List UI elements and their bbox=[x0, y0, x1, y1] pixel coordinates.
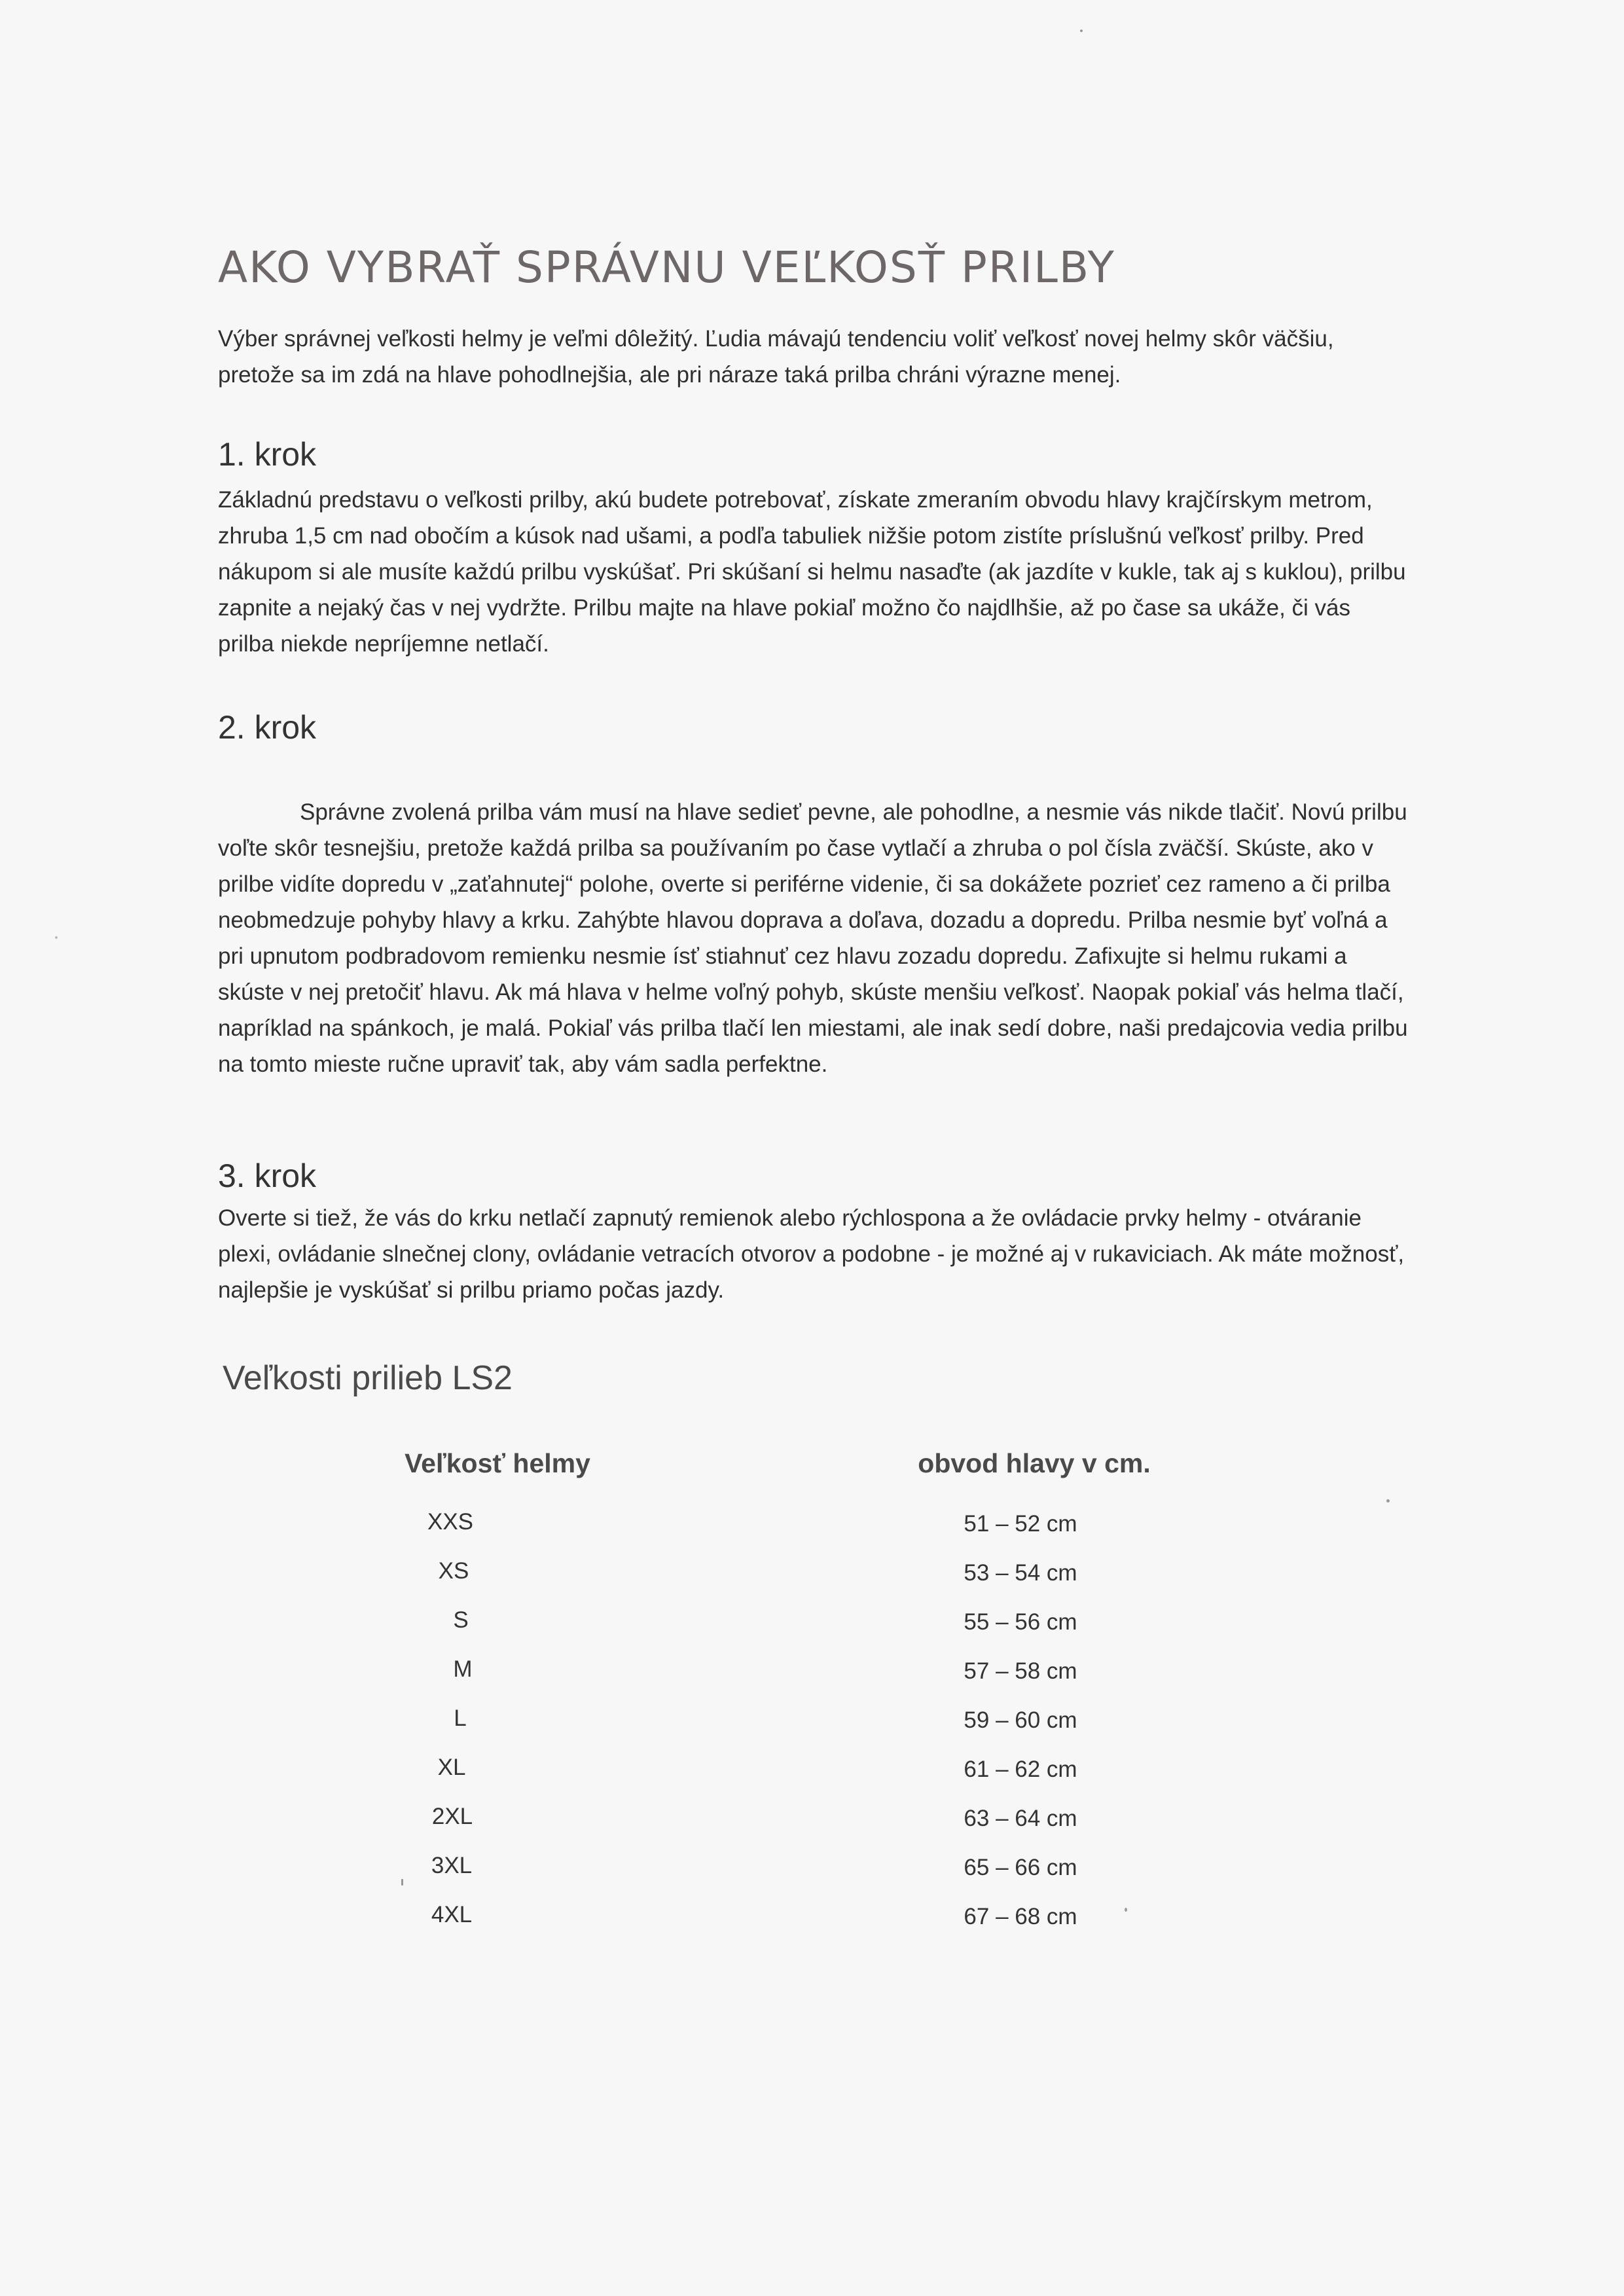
circumference-cell: 53 – 54 cm bbox=[964, 1560, 1077, 1586]
intro-paragraph: Výber správnej veľkosti helmy je veľmi dôležitý. Ľudia mávajú tendenciu voliť veľkosť novej helmy skôr väčšiu, pretože sa im zdá na hlave pohodlnejšia, ale pri náraze taká prilba chráni výrazne menej. bbox=[218, 326, 1334, 388]
circumference-cell: 51 – 52 cm bbox=[964, 1511, 1077, 1537]
scan-speck bbox=[1386, 1499, 1390, 1503]
size-cell: XXS bbox=[427, 1509, 474, 1535]
circumference-cell: 55 – 56 cm bbox=[964, 1609, 1077, 1635]
circumference-cell: 63 – 64 cm bbox=[964, 1806, 1077, 1831]
circumference-cell: 61 – 62 cm bbox=[964, 1757, 1077, 1782]
sizes-heading: Veľkosti prilieb LS2 bbox=[223, 1359, 513, 1397]
size-cell: 3XL bbox=[431, 1853, 473, 1878]
circumference-cell: 57 – 58 cm bbox=[964, 1658, 1077, 1684]
step-3-text: Overte si tiež, že vás do krku netlačí zapnutý remienok alebo rýchlospona a že ovládacie prvky helmy - otváranie plexi, ovládanie slnečnej clony, ovládanie vetracích otvorov a podobne - je možné aj v rukaviciach. Ak máte možnosť, najlepšie je vyskúšať si prilbu priamo počas jazdy. bbox=[218, 1205, 1405, 1303]
scan-speck bbox=[1080, 29, 1083, 32]
step-3-heading: 3. krok bbox=[218, 1157, 317, 1194]
size-column-header: Veľkosť helmy bbox=[405, 1448, 590, 1478]
step-2-heading: 2. krok bbox=[218, 709, 317, 746]
size-cell: XL bbox=[437, 1755, 466, 1780]
circumference-column-header: obvod hlavy v cm. bbox=[918, 1448, 1151, 1478]
scan-speck bbox=[1125, 1908, 1127, 1912]
scan-speck bbox=[401, 1879, 403, 1886]
step-2-text: Správne zvolená prilba vám musí na hlave sedieť pevne, ale pohodlne, a nesmie vás nikde tlačiť. Novú prilbu voľte skôr tesnejšiu, pretože každá prilba sa používaním po čase vytlačí a zhruba o pol čísla zväčší. Skúste, ako v prilbe vidíte dopredu v „zaťahnutej“ polohe, overte si periférne videnie, či sa dokážete pozrieť cez rameno a či prilba neobmedzuje pohyby hlavy a krku. Zahýbte hlavou doprava a doľava, dozadu a dopredu. Prilba nesmie byť voľná a pri upnutom podbradovom remienku nesmie ísť stiahnuť cez hlavu zozadu dopredu. Zafixujte si helmu rukami a skúste v nej pretočiť hlavu. Ak má hlava v helme voľný pohyb, skúste menšiu veľkosť. Naopak pokiaľ vás helma tlačí, napríklad na spánkoch, je malá. Pokiaľ vás prilba tlačí len miestami, ale inak sedí dobre, naši predajcovia vedia prilbu na tomto mieste ručne upraviť tak, aby vám sadla perfektne. bbox=[218, 799, 1408, 1077]
circumference-cell: 65 – 66 cm bbox=[964, 1855, 1077, 1880]
page-title: AKO VYBRAŤ SPRÁVNU VEĽKOSŤ PRILBY bbox=[218, 242, 1115, 293]
size-cell: L bbox=[454, 1705, 467, 1731]
size-cell: 4XL bbox=[431, 1902, 473, 1927]
step-1-heading: 1. krok bbox=[218, 436, 317, 473]
scan-speck bbox=[55, 936, 58, 939]
size-cell: S bbox=[453, 1607, 469, 1633]
size-cell: XS bbox=[438, 1558, 469, 1584]
step-1-text: Základnú predstavu o veľkosti prilby, akú budete potrebovať, získate zmeraním obvodu hlavy krajčírskym metrom, zhruba 1,5 cm nad obočím a kúsok nad ušami, a podľa tabuliek nižšie potom zistíte príslušnú veľkosť prilby. Pred nákupom si ale musíte každú prilbu vyskúšať. Pri skúšaní si helmu nasaďte (ak jazdíte v kukle, tak aj s kuklou), prilbu zapnite a nejaký čas v nej vydržte. Prilbu majte na hlave pokiaľ možno čo najdlhšie, až po čase sa ukáže, či vás prilba niekde nepríjemne netlačí. bbox=[218, 487, 1406, 657]
size-cell: 2XL bbox=[431, 1804, 473, 1829]
circumference-cell: 67 – 68 cm bbox=[964, 1904, 1077, 1929]
size-cell: M bbox=[453, 1656, 473, 1682]
circumference-cell: 59 – 60 cm bbox=[964, 1707, 1077, 1733]
